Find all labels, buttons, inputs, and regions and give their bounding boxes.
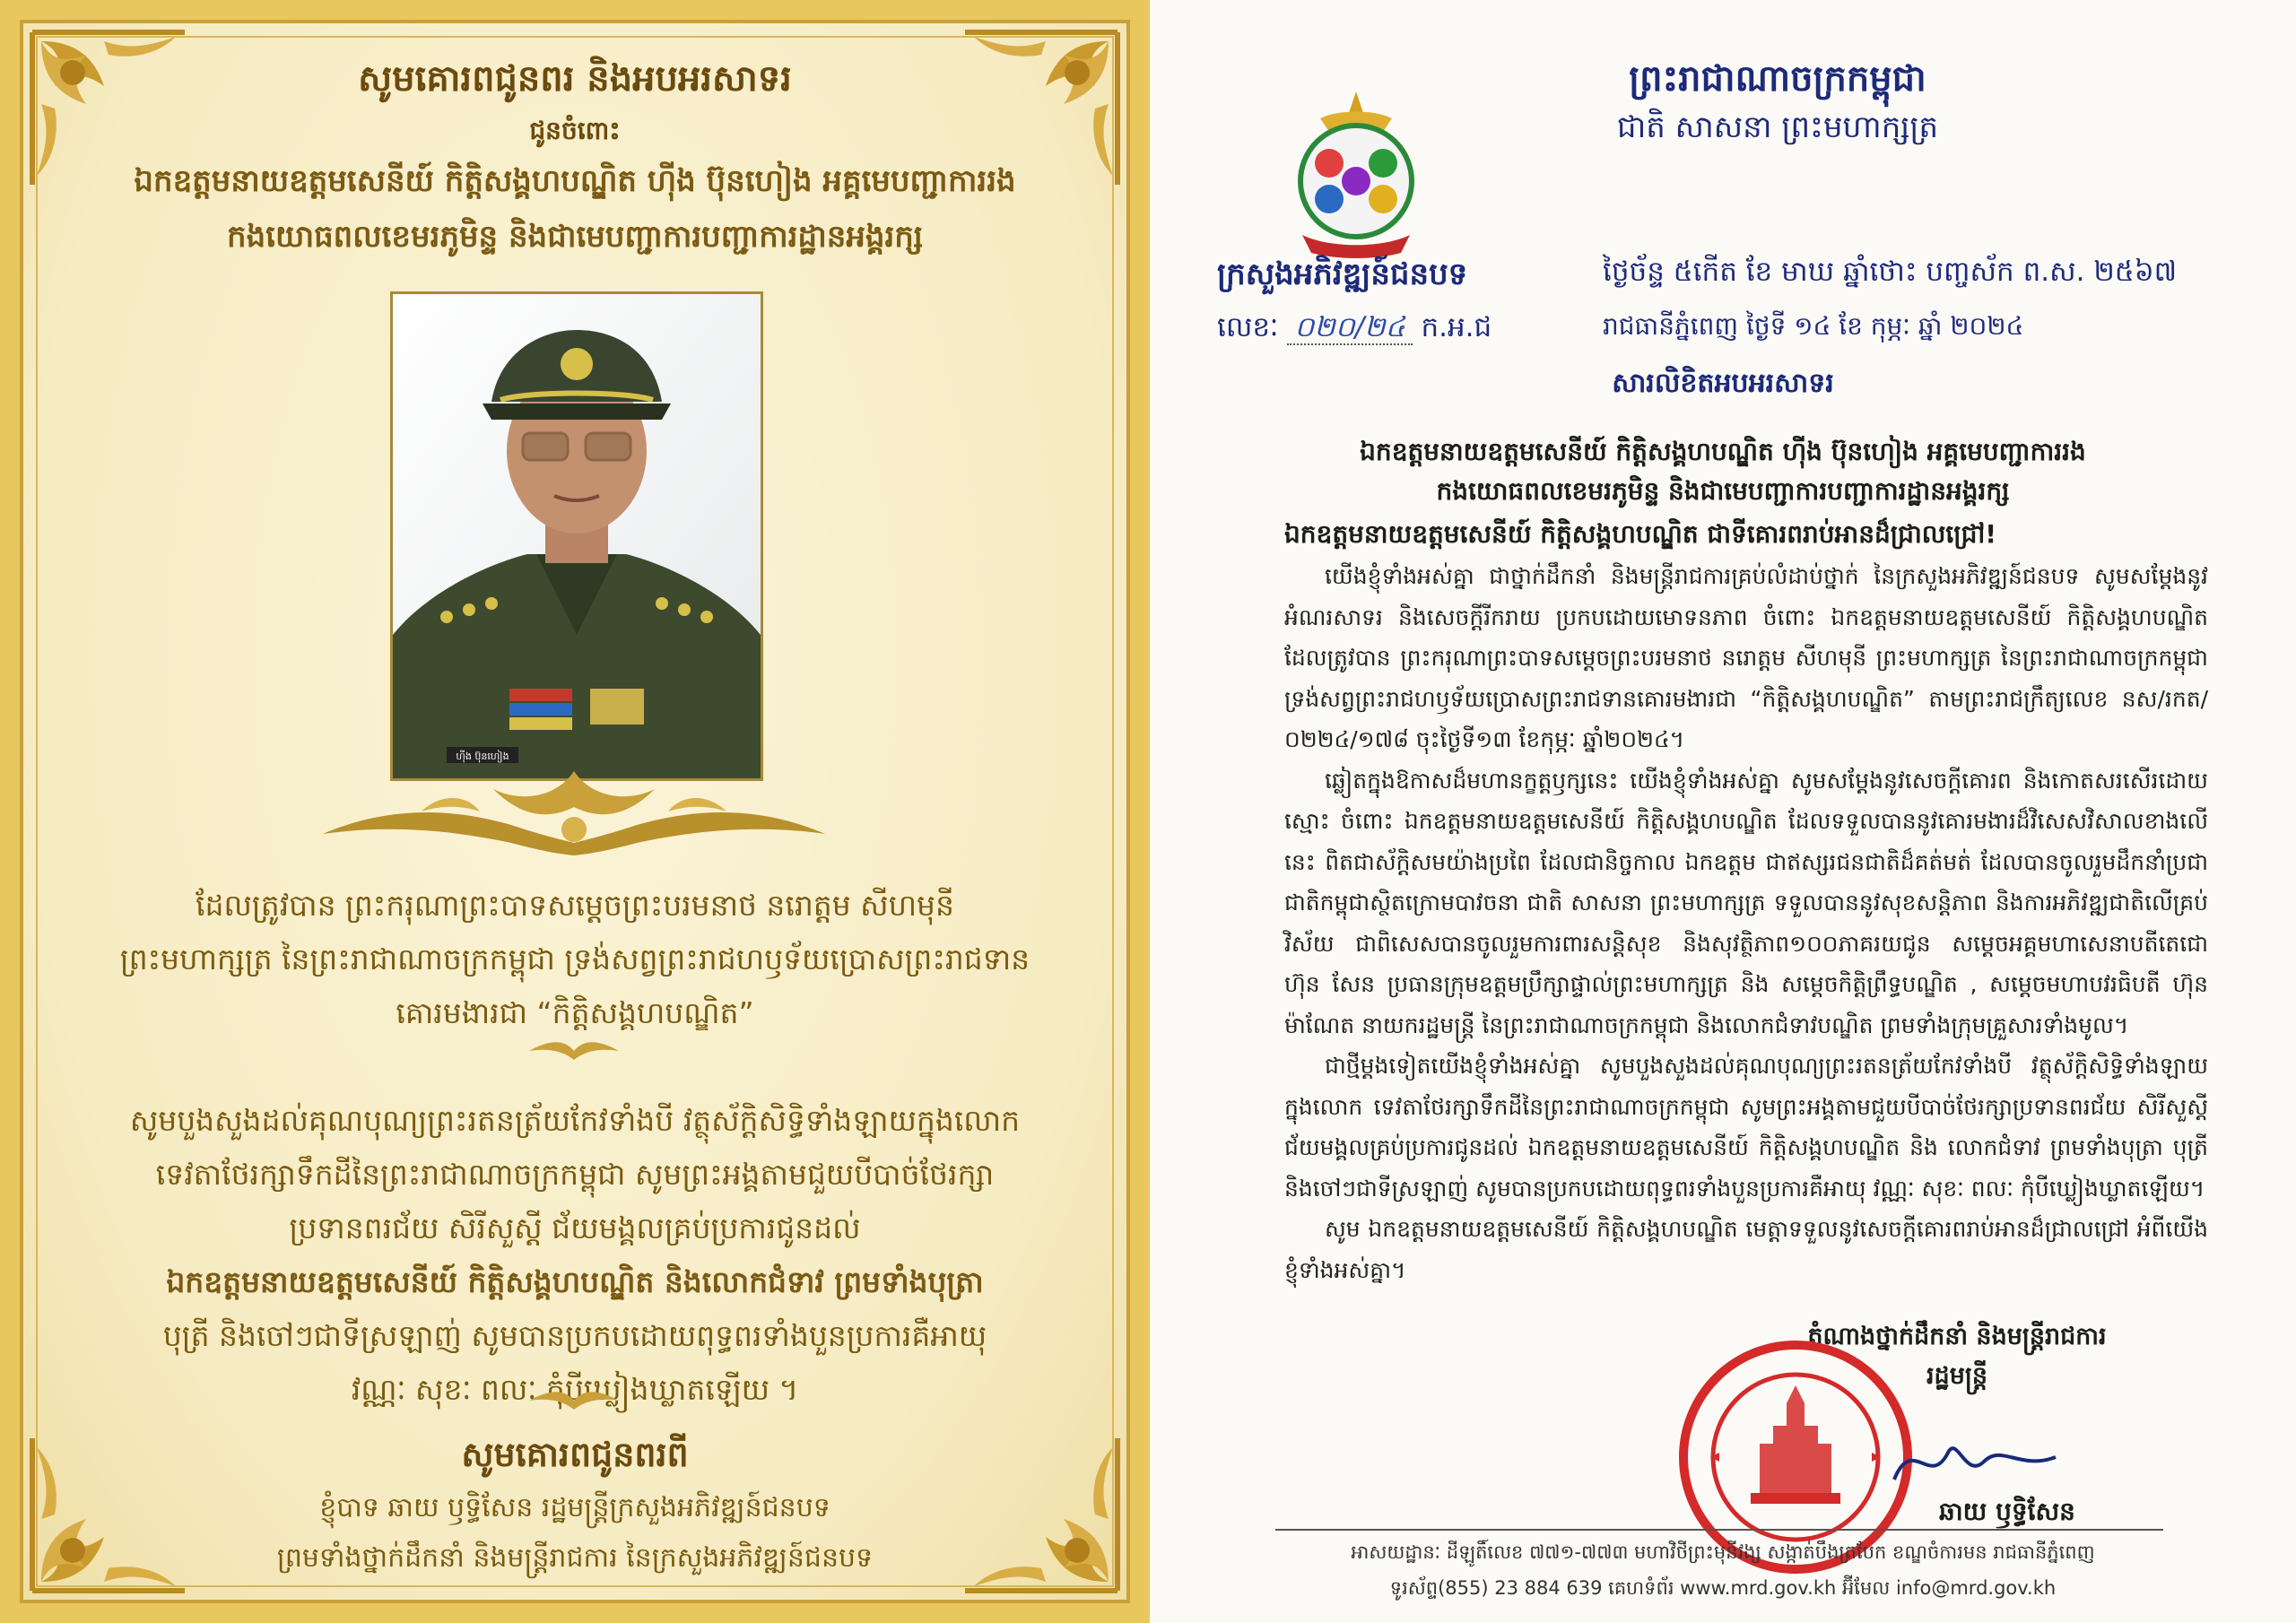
ministry-logo-icon	[1266, 82, 1446, 262]
wish-line: ទេវតាថែរក្សាទឹកដីនៃព្រះរាជាណាចក្រកម្ពុជា សូមព្រះអង្គតាមជួយបីបាច់ថែរក្សា	[155, 1157, 995, 1192]
document-number	[1217, 310, 1492, 351]
salutation: ឯកឧត្តមនាយឧត្តមសេនីយ៍ កិត្តិសង្គហបណ្ឌិត ជាទីគោរពរាប់អានដ៏ជ្រាលជ្រៅ!	[1284, 519, 1997, 549]
letter-subject: សារលិខិតអបអរសាទរ	[1612, 368, 1834, 399]
signatory-name: ឆាយ ឫទ្ធិសែន	[1939, 1497, 2075, 1526]
doc-number-label: លេខៈ	[1217, 311, 1279, 343]
body-paragraph: សូម ឯកឧត្តមនាយឧត្តមសេនីយ៍ កិត្តិសង្គហបណ្ឌិត មេត្តាទទួលនូវសេចក្តីគោរពរាប់អានដ៏ជ្រាលជ្រៅ អំពីយើងខ្ញុំទាំងអស់គ្នា។	[1284, 1216, 2208, 1283]
addressee-line: ឯកឧត្តមនាយឧត្តមសេនីយ៍ កិត្តិសង្គហបណ្ឌិត ហ៊ីង ប៊ុនហៀង អគ្គមេបញ្ជាការរង	[1360, 437, 2086, 466]
body-paragraph: ឆ្លៀតក្នុងឱកាសដ៏មហានក្ខត្តឫក្សនេះ យើងខ្ញុំទាំងអស់គ្នា សូមសម្តែងនូវសេចក្តីគោរព និងកោតសរសើរដោយស្មោះ ចំពោះ ឯកឧត្តមនាយឧត្តមសេនីយ៍ កិត្តិសង្គហបណ្ឌិត ដែលទទួលបាននូវគោរមងារដ៏វិសេសវិសាលខាងលើនេះ ពិតជាស័ក្តិសមយ៉ាងប្រពៃ ដែលជានិច្ចកាល ឯកឧត្តម ជាឥស្សរជនជាតិដ៏គត់មត់ ដែលបានចូលរួមដឹកនាំប្រជាជាតិកម្ពុជាស្ថិតក្រោមបាវចនា ជាតិ សាសនា ព្រះមហាក្សត្រ ទទួលបាននូវសុខសន្តិភាព និងការអភិវឌ្ឍជាតិលើគ្រប់វិស័យ ជាពិសេសបានចូលរួមការពារសន្តិសុខ និងសុវត្ថិភាព១០០ភាគរយជូន សម្តេចអគ្គមហាសេនាបតីតេជោ ហ៊ុន សែន ប្រធានក្រុមឧត្តមប្រឹក្សាផ្ទាល់ព្រះមហាក្សត្រ និង សម្តេចកិត្តិព្រឹទ្ធបណ្ឌិត , សម្តេចមហាបវរធិបតី ហ៊ុន ម៉ាណែត នាយករដ្ឋមន្ត្រី នៃព្រះរាជាណាចក្រកម្ពុជា និងលោកជំទាវបណ្ឌិត ព្រមទាំងក្រុមគ្រួសារទាំងមូល។	[1284, 767, 2208, 1038]
wish-line: ប្រទានពរជ័យ សិរីសួស្តី ជ័យមង្គលគ្រប់ប្រការជូនដល់	[289, 1211, 861, 1245]
signature-title: រដ្ឋមន្ត្រី	[1926, 1362, 1988, 1390]
sender-line: ខ្ញុំបាទ ឆាយ ឫទ្ធិសែន រដ្ឋមន្ត្រីក្រសួងអភិវឌ្ឍន៍ជនបទ	[319, 1492, 831, 1523]
kingdom-heading: ព្រះរាជាណាចក្រកម្ពុជា	[1629, 58, 1926, 100]
lunar-date: ថ្ងៃច័ន្ទ ៥កើត ខែ មាឃ ឆ្នាំថោះ បញ្ចស័ក ព.ស. ២៥៦៧	[1603, 256, 2178, 288]
footer-contact: ទូរស័ព្ទ(855) 23 884 639 គេហទំព័រ www.mrd.gov.kh អ៊ីមែល info@mrd.gov.kh	[1389, 1577, 2057, 1599]
body-paragraph: យើងខ្ញុំទាំងអស់គ្នា ជាថ្នាក់ដឹកនាំ និងមន្ត្រីរាជការគ្រប់លំដាប់ថ្នាក់ នៃក្រសួងអភិវឌ្ឍន៍ជនបទ សូមសម្តែងនូវអំណរសាទរ និងសេចក្តីរីករាយ ប្រកបដោយមោទនភាព ចំពោះ ឯកឧត្តមនាយឧត្តមសេនីយ៍ កិត្តិសង្គហបណ្ឌិត ដែលត្រូវបាន ព្រះករុណាព្រះបាទសម្តេចព្រះបរមនាថ នរោត្តម សីហមុនី ព្រះមហាក្សត្រ នៃព្រះរាជាណាចក្រកម្ពុជា ទ្រង់សព្វព្រះរាជហឫទ័យប្រោសព្រះរាជទានគោរមងារជា “កិត្តិសង្គហបណ្ឌិត” តាមព្រះរាជក្រឹត្យលេខ នស/រកត/០២២៤/១៧៨ ចុះថ្ងៃទី១៣ ខែកុម្ភៈ ឆ្នាំ២០២៤។	[1284, 563, 2208, 752]
footer-address: អាសយដ្ឋានៈ ដីឡូតិ៍លេខ ៧៧១-៧៧៣ មហាវិថីព្រះមុនីវង្ស សង្កាត់បឹងត្របែក ខណ្ឌចំការមន រាជធានីភ្នំពេញ	[1351, 1541, 2095, 1563]
closing-heading: សូមគោរពជូនពរពី	[461, 1435, 689, 1474]
portrait-photo	[390, 291, 763, 781]
small-flourish-icon	[525, 1381, 623, 1417]
card-recipient-line: កងយោធពលខេមរភូមិន្ទ និងជាមេបញ្ជាការបញ្ជាការដ្ឋានអង្គរក្ស	[226, 219, 923, 255]
wish-line: បុត្រី និងចៅៗជាទីស្រឡាញ់ សូមបានប្រកបដោយពុទ្ធពរទាំងបួនប្រការគឺអាយុ	[162, 1318, 987, 1353]
handwritten-signature-icon	[1885, 1417, 2065, 1506]
wish-line: ឯកឧត្តមនាយឧត្តមសេនីយ៍ កិត្តិសង្គហបណ្ឌិត និងលោកជំទាវ ព្រមទាំងបុត្រា	[166, 1264, 984, 1299]
honor-line: គោរមងារជា “កិត្តិសង្គហបណ្ឌិត”	[396, 995, 754, 1030]
honor-line: ព្រះមហាក្សត្រ នៃព្រះរាជាណាចក្រកម្ពុជា ទ្រង់សព្វព្រះរាជហឫទ័យប្រោសព្រះរាជទាន	[119, 942, 1031, 976]
gold-flourish-icon	[314, 762, 834, 861]
wish-line: វណ្ណៈ សុខៈ ពលៈ កុំបីឃ្លៀងឃ្លាតឡើយ ។	[351, 1372, 799, 1407]
honor-paragraph	[0, 879, 1150, 1040]
doc-number-suffix: ក.អ.ជ	[1421, 311, 1492, 343]
small-flourish-icon	[525, 1031, 623, 1067]
photo-nametag: ហ៊ីង ប៊ុនហៀង	[456, 751, 509, 762]
addressee-line: កងយោធពលខេមរភូមិន្ទ និងជាមេបញ្ជាការបញ្ជាការដ្ឋានអង្គរក្ស	[1436, 476, 2010, 506]
sender-line: ព្រមទាំងថ្នាក់ដឹកនាំ និងមន្ត្រីរាជការ នៃក្រសួងអភិវឌ្ឍន៍ជនបទ	[276, 1542, 874, 1574]
wish-line: សូមបួងសួងដល់គុណបុណ្យព្រះរតនត្រ័យកែវទាំងបី វត្ថុស័ក្តិសិទ្ធិទាំងឡាយក្នុងលោក	[129, 1103, 1021, 1138]
card-recipient-line: ឯកឧត្តមនាយឧត្តមសេនីយ៍ កិត្តិសង្គហបណ្ឌិត ហ៊ីង ប៊ុនហៀង អគ្គមេបញ្ជាការរង	[134, 163, 1016, 199]
official-letter	[1150, 0, 2296, 1623]
footer-divider	[1275, 1529, 2163, 1531]
national-motto: ជាតិ សាសនា ព្រះមហាក្សត្រ	[1616, 109, 1939, 145]
signature-title: តំណាងថ្នាក់ដឹកនាំ និងមន្ត្រីរាជការ	[1807, 1323, 2107, 1350]
letter-date: រាជធានីភ្នំពេញ ថ្ងៃទី ១៤ ខែ កុម្ភៈ ឆ្នាំ ២០២៤	[1603, 311, 2024, 341]
card-title: សូមគោរពជូនពរ និងអបអរសាទរ	[358, 58, 792, 100]
doc-number-value: ០២០/២៤	[1287, 311, 1412, 345]
letter-body	[1284, 556, 2208, 1290]
ministry-name: ក្រសួងអភិវឌ្ឍន៍ជនបទ	[1217, 256, 1468, 292]
card-to-label: ជូនចំពោះ	[529, 116, 621, 145]
body-paragraph: ជាថ្មីម្តងទៀតយើងខ្ញុំទាំងអស់គ្នា សូមបួងសួងដល់គុណបុណ្យព្រះរតនត្រ័យកែវទាំងបី វត្ថុស័ក្តិសិទ្ធិទាំងឡាយក្នុងលោក ទេវតាថែរក្សាទឹកដីនៃព្រះរាជាណាចក្រកម្ពុជា សូមព្រះអង្គតាមជួយបីបាច់ថែរក្សាប្រទានពរជ័យ សិរីសួស្តី ជ័យមង្គលគ្រប់ប្រការជូនដល់ ឯកឧត្តមនាយឧត្តមសេនីយ៍ កិត្តិសង្គហបណ្ឌិត និង លោកជំទាវ ព្រមទាំងបុត្រា បុត្រី និងចៅៗជាទីស្រឡាញ់ សូមបានប្រកបដោយពុទ្ធពរទាំងបួនប្រការគឺអាយុ វណ្ណៈ សុខៈ ពលៈ កុំបីឃ្លៀងឃ្លាតឡើយ។	[1284, 1053, 2208, 1202]
wish-paragraph	[0, 1094, 1150, 1417]
honor-line: ដែលត្រូវបាន ព្រះករុណាព្រះបាទសម្តេចព្រះបរមនាថ នរោត្តម សីហមុនី	[196, 888, 954, 923]
